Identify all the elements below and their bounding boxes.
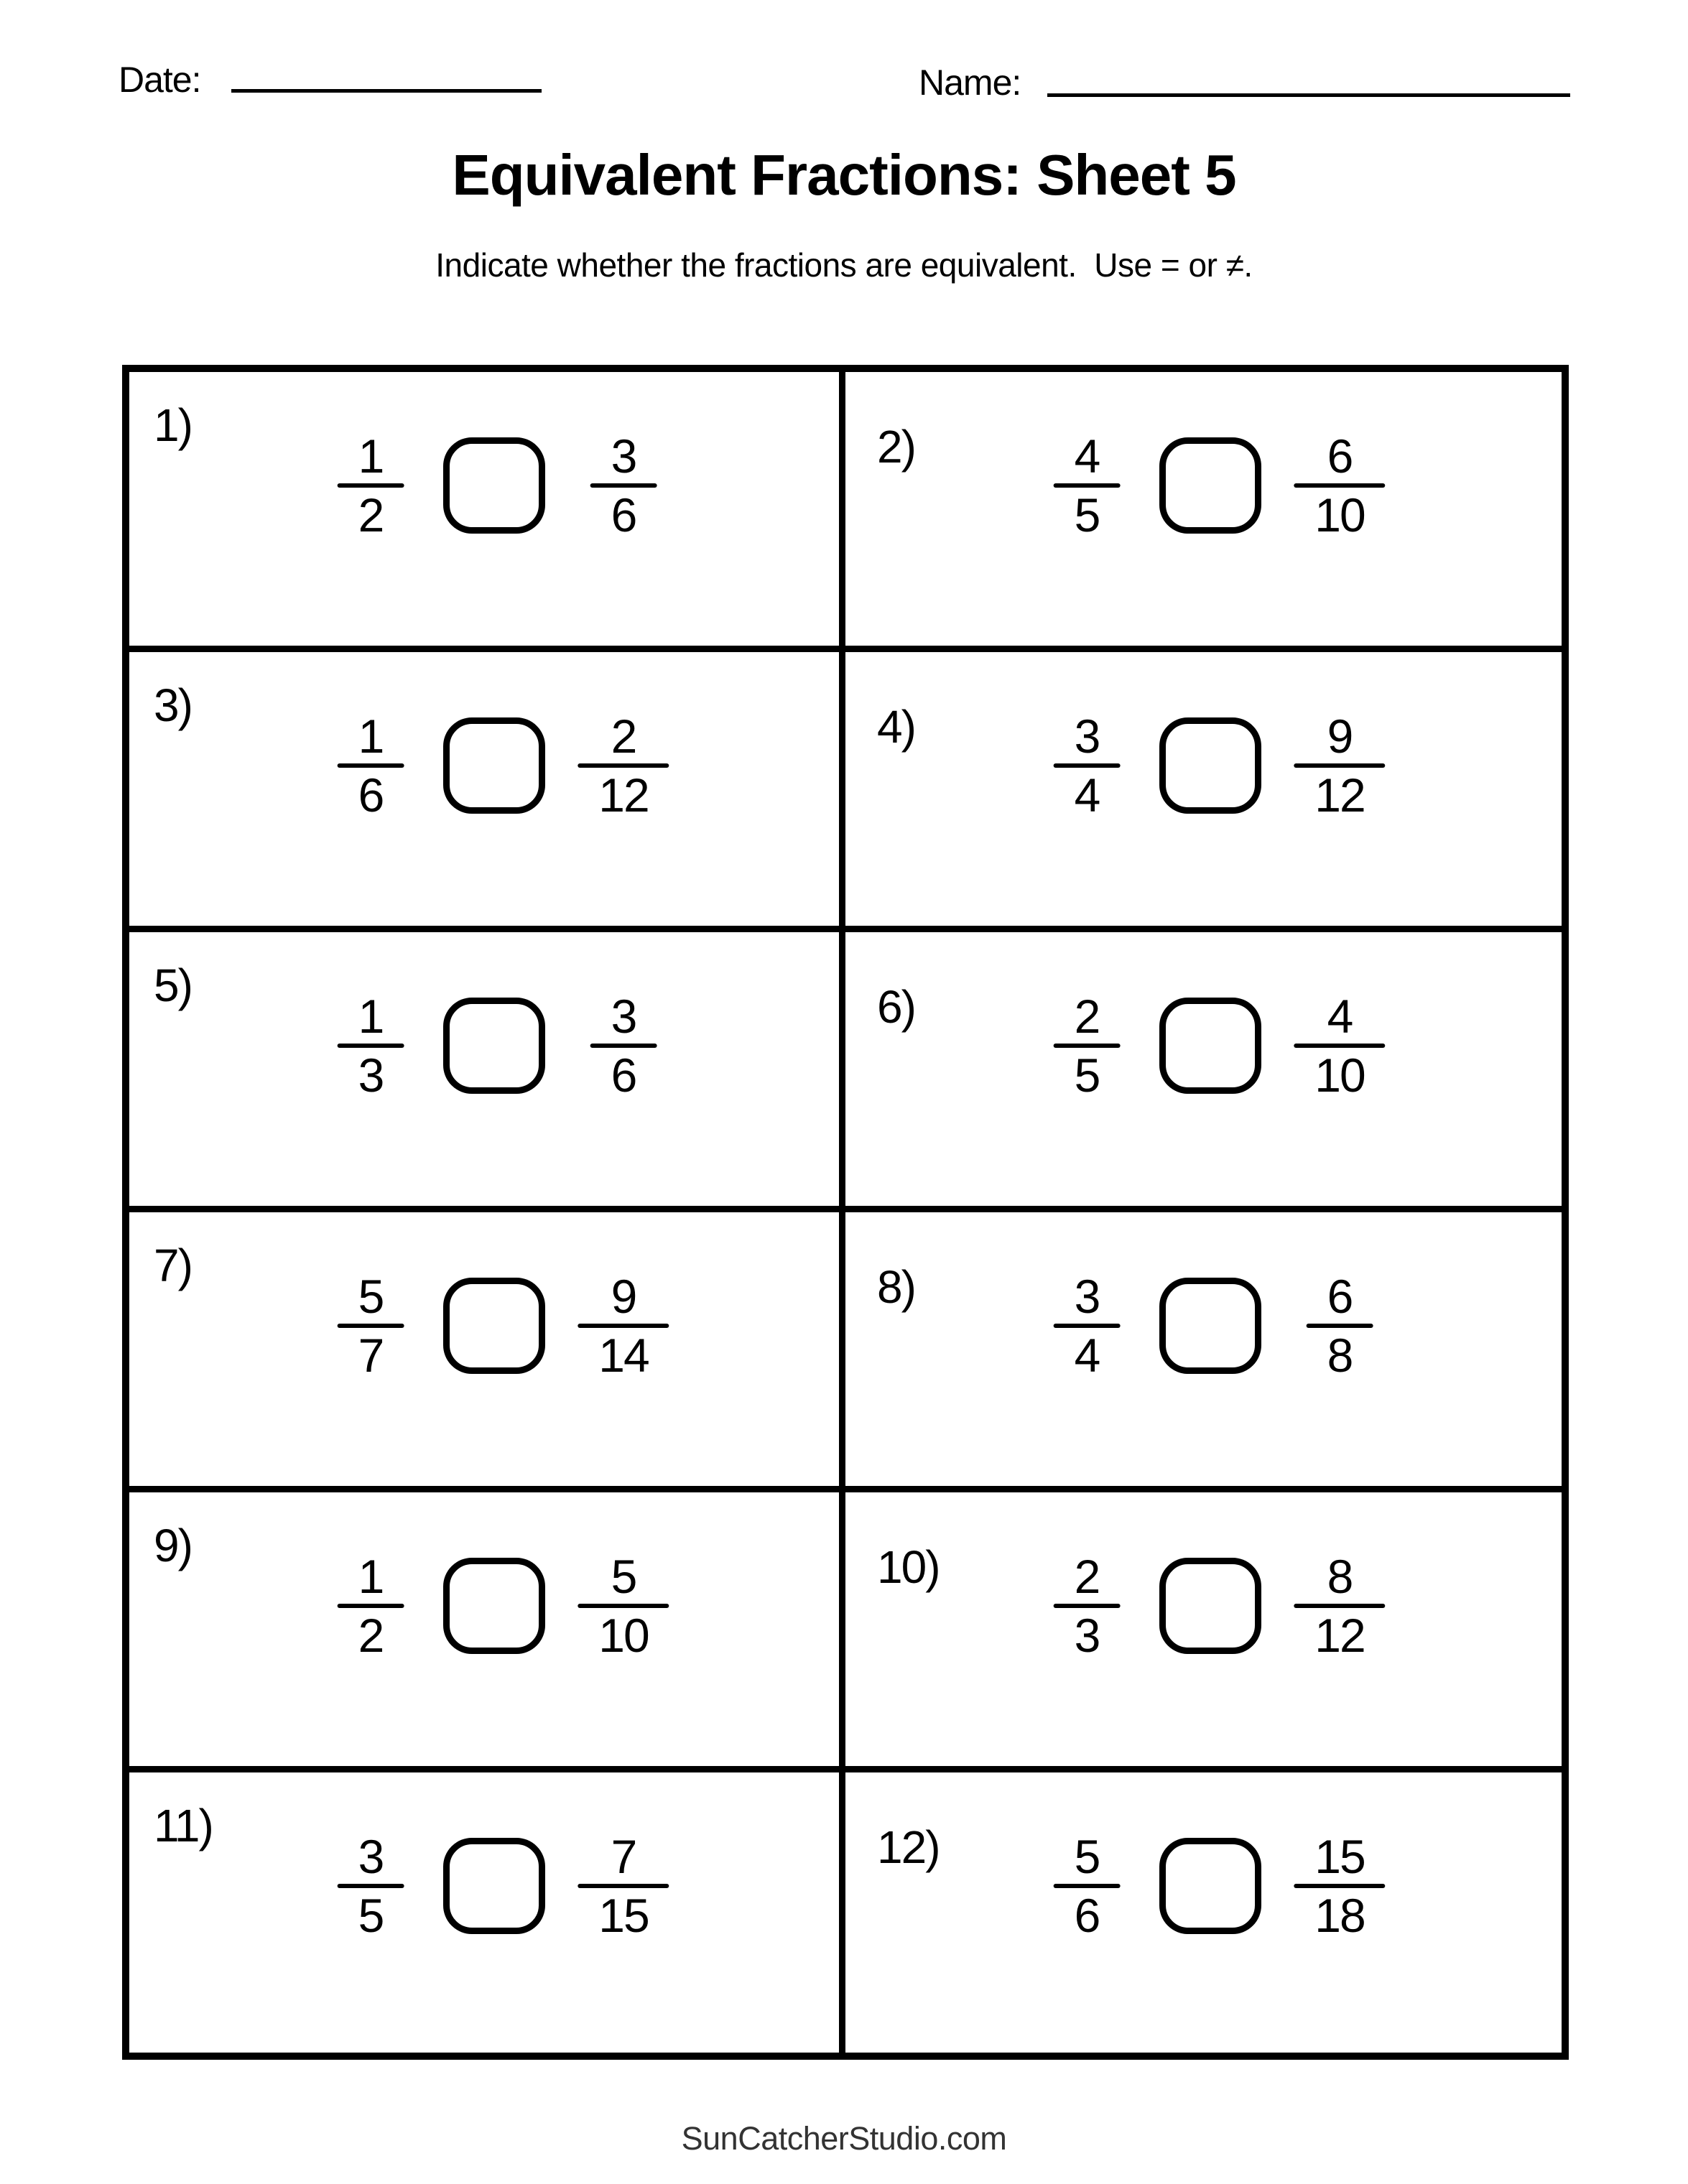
fraction-right (1307, 1272, 1373, 1380)
fraction-bar (338, 1324, 404, 1328)
date-blank-line[interactable] (231, 89, 542, 93)
fraction-right (1294, 710, 1385, 822)
answer-box[interactable] (443, 1558, 545, 1654)
fraction-bar (338, 1044, 404, 1048)
worksheet-grid (122, 365, 1569, 2060)
fraction-left (338, 1832, 404, 1940)
fraction-bar (1054, 1604, 1121, 1608)
fraction-numerator: 2 (1074, 1550, 1100, 1603)
footer-credit: SunCatcherStudio.com (681, 2120, 1007, 2157)
fraction-bar (578, 1884, 669, 1888)
fraction-denominator: 6 (358, 768, 384, 822)
answer-box[interactable] (1159, 1838, 1261, 1934)
answer-box[interactable] (443, 998, 545, 1094)
fraction-denominator: 4 (1074, 1329, 1100, 1382)
fraction-numerator: 9 (1327, 710, 1353, 763)
fraction-denominator: 12 (598, 768, 649, 822)
fraction-numerator: 4 (1327, 990, 1353, 1043)
fraction-right (578, 1832, 669, 1940)
fraction-left (1054, 710, 1121, 822)
fraction-bar (1054, 763, 1121, 768)
fraction-numerator: 3 (611, 990, 636, 1043)
fraction-numerator: 7 (611, 1830, 636, 1883)
problem-number: 6) (877, 981, 915, 1033)
fraction-numerator: 8 (1327, 1550, 1353, 1603)
fraction-bar (1294, 1044, 1385, 1048)
fraction-bar (1294, 1884, 1385, 1888)
fraction-bar (590, 1044, 657, 1048)
fraction-right (1294, 1832, 1385, 1940)
fraction-denominator: 5 (1074, 1049, 1100, 1102)
fraction-bar (1307, 1324, 1373, 1328)
fraction-numerator: 5 (1074, 1830, 1100, 1883)
problem-cell (129, 1492, 845, 1772)
fraction-bar (1054, 1884, 1121, 1888)
fraction-right (578, 710, 669, 822)
fraction-numerator: 15 (1314, 1830, 1365, 1883)
problem-cell (129, 372, 845, 652)
fraction-denominator: 6 (611, 1049, 636, 1102)
fraction-bar (578, 1324, 669, 1328)
fraction-denominator: 18 (1314, 1889, 1365, 1942)
fraction-bar (1054, 1324, 1121, 1328)
instruction-text: Indicate whether the fractions are equivalent. Use = or ≠. (435, 246, 1253, 284)
problem-cell (845, 1772, 1562, 2053)
problem-number: 9) (154, 1520, 192, 1571)
fraction-right (1294, 1552, 1385, 1660)
fraction-bar (338, 763, 404, 768)
fraction-right (1294, 429, 1385, 542)
problem-number: 12) (877, 1821, 940, 1873)
problem-number: 1) (154, 399, 192, 451)
fraction-left (338, 429, 404, 542)
fraction-left (1054, 429, 1121, 542)
fraction-left (1054, 1552, 1121, 1660)
fraction-denominator: 5 (1074, 488, 1100, 542)
fraction-denominator: 12 (1314, 768, 1365, 822)
problem-number: 3) (154, 679, 192, 731)
problem-cell (845, 652, 1562, 932)
fraction-bar (590, 483, 657, 488)
fraction-bar (1294, 483, 1385, 488)
problem-number: 11) (154, 1800, 213, 1851)
date-label: Date: (119, 60, 201, 100)
fraction-numerator: 1 (358, 429, 384, 483)
problem-cell (845, 932, 1562, 1212)
fraction-left (338, 1552, 404, 1660)
fraction-bar (1054, 483, 1121, 488)
problem-number: 10) (877, 1541, 940, 1593)
answer-box[interactable] (1159, 437, 1261, 534)
problem-number: 8) (877, 1261, 915, 1313)
fraction-left (1054, 1832, 1121, 1940)
problem-number: 5) (154, 959, 192, 1011)
problem-number: 7) (154, 1240, 192, 1291)
fraction-denominator: 3 (358, 1049, 384, 1102)
fraction-numerator: 5 (611, 1550, 636, 1603)
fraction-numerator: 4 (1074, 429, 1100, 483)
problem-number: 2) (877, 421, 915, 473)
fraction-numerator: 3 (1074, 710, 1100, 763)
name-label: Name: (919, 62, 1021, 103)
fraction-denominator: 5 (358, 1889, 384, 1942)
fraction-numerator: 5 (358, 1270, 384, 1323)
fraction-numerator: 1 (358, 1550, 384, 1603)
answer-box[interactable] (1159, 717, 1261, 814)
problem-cell (845, 372, 1562, 652)
fraction-denominator: 15 (598, 1889, 649, 1942)
fraction-left (1054, 992, 1121, 1100)
answer-box[interactable] (1159, 998, 1261, 1094)
problem-cell (129, 932, 845, 1212)
fraction-denominator: 4 (1074, 768, 1100, 822)
fraction-numerator: 2 (611, 710, 636, 763)
fraction-numerator: 1 (358, 990, 384, 1043)
fraction-left (338, 1272, 404, 1380)
fraction-bar (338, 1604, 404, 1608)
fraction-bar (578, 763, 669, 768)
fraction-denominator: 10 (598, 1609, 649, 1662)
fraction-denominator: 8 (1327, 1329, 1353, 1382)
fraction-right (578, 1272, 669, 1380)
fraction-right (1294, 992, 1385, 1100)
fraction-denominator: 14 (598, 1329, 649, 1382)
answer-box[interactable] (443, 437, 545, 534)
answer-box[interactable] (443, 717, 545, 814)
answer-box[interactable] (443, 1278, 545, 1374)
fraction-right (590, 992, 657, 1100)
page-title: Equivalent Fractions: Sheet 5 (452, 143, 1236, 207)
fraction-bar (338, 483, 404, 488)
fraction-denominator: 2 (358, 1609, 384, 1662)
fraction-denominator: 12 (1314, 1609, 1365, 1662)
fraction-denominator: 2 (358, 488, 384, 542)
fraction-numerator: 3 (358, 1830, 384, 1883)
fraction-numerator: 3 (1074, 1270, 1100, 1323)
fraction-right (590, 429, 657, 542)
problem-cell (845, 1492, 1562, 1772)
fraction-numerator: 3 (611, 429, 636, 483)
fraction-denominator: 10 (1314, 1049, 1365, 1102)
answer-box[interactable] (443, 1838, 545, 1934)
fraction-denominator: 7 (358, 1329, 384, 1382)
fraction-right (578, 1552, 669, 1660)
name-blank-line[interactable] (1047, 93, 1570, 97)
fraction-left (338, 992, 404, 1100)
problem-cell (129, 1212, 845, 1492)
fraction-left (1054, 1272, 1121, 1380)
fraction-denominator: 10 (1314, 488, 1365, 542)
problem-cell (129, 652, 845, 932)
fraction-bar (1294, 763, 1385, 768)
fraction-denominator: 6 (611, 488, 636, 542)
fraction-numerator: 9 (611, 1270, 636, 1323)
fraction-left (338, 710, 404, 822)
problem-cell (845, 1212, 1562, 1492)
fraction-numerator: 1 (358, 710, 384, 763)
answer-box[interactable] (1159, 1278, 1261, 1374)
fraction-numerator: 2 (1074, 990, 1100, 1043)
fraction-numerator: 6 (1327, 429, 1353, 483)
problem-cell (129, 1772, 845, 2053)
fraction-bar (578, 1604, 669, 1608)
fraction-bar (1294, 1604, 1385, 1608)
fraction-bar (1054, 1044, 1121, 1048)
fraction-denominator: 3 (1074, 1609, 1100, 1662)
fraction-bar (338, 1884, 404, 1888)
problem-number: 4) (877, 701, 915, 753)
fraction-numerator: 6 (1327, 1270, 1353, 1323)
fraction-denominator: 6 (1074, 1889, 1100, 1942)
answer-box[interactable] (1159, 1558, 1261, 1654)
